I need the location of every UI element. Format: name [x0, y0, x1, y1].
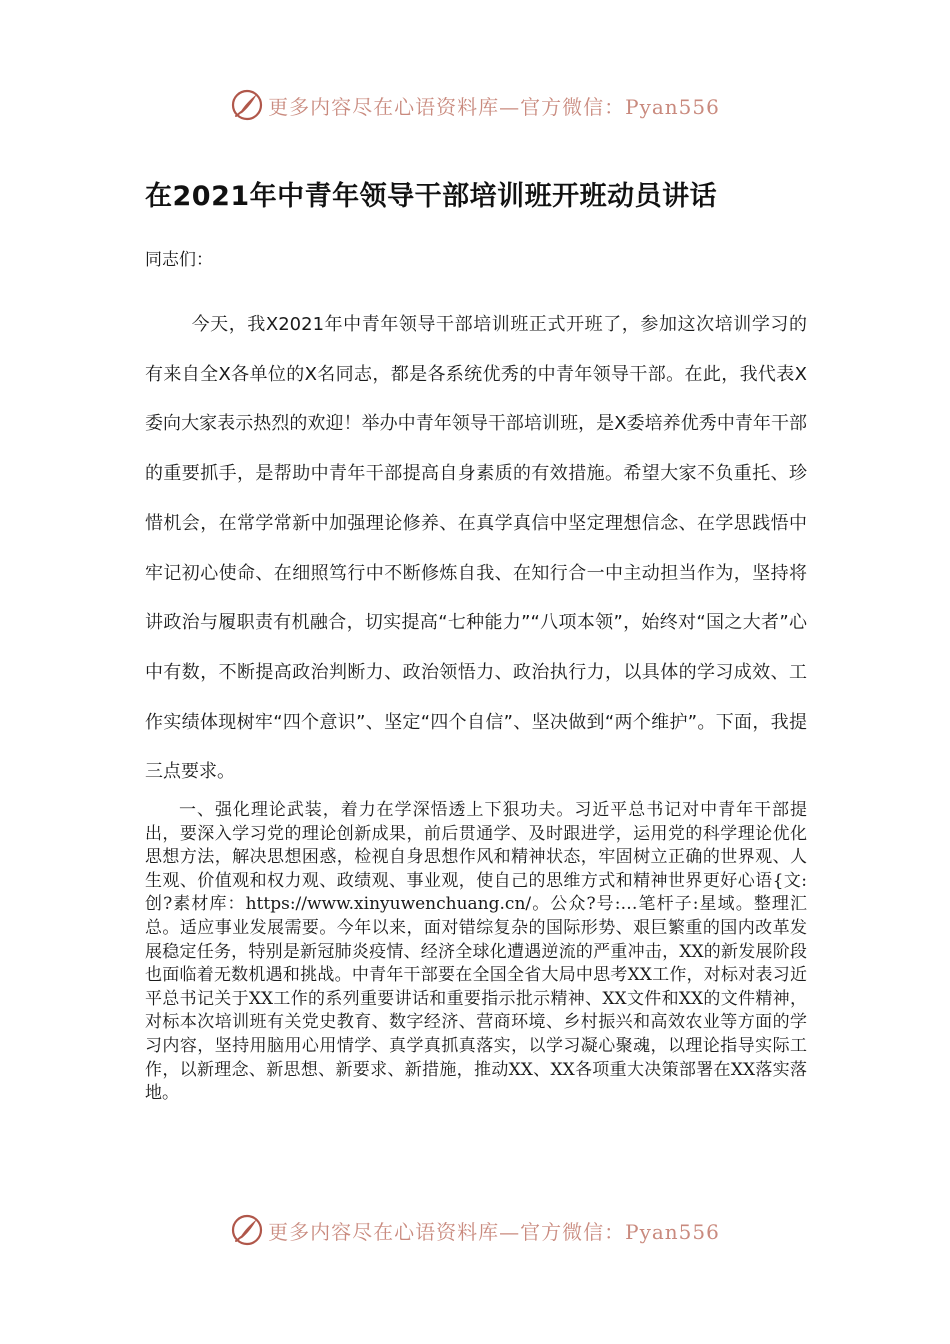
watermark-text: 更多内容尽在心语资料库—官方微信：Pyan556: [268, 1219, 720, 1244]
intro-paragraph-text: 今天，我X2021年中青年领导干部培训班正式开班了，参加这次培训学习的有来自全X各单位的X名同志，都是各系统优秀的中青年领导干部。在此，我代表X委向大家表示热烈的欢迎！举办中青年领导干部培训班，是X委培养优秀中青年干部的重要抓手，是帮助中青年干部提高自身素质的有效措施。希望大家不负重托、珍惜机会，在常学常新中加强理论修养、在真学真信中坚定理想信念、在学思践悟中牢记初心使命、在细照笃行中不断修炼自我、在知行合一中主动担当作为，坚持将讲政治与履职责有机融合，切实提高“七种能力”“八项本领”，始终对“国之大者”心中有数，不断提高政治判断力、政治领悟力、政治执行力，以具体的学习成效、工作实绩体现树牢“四个意识”、坚定“四个自信”、坚决做到“两个维护”。下面，我提三点要求。: [145, 314, 807, 783]
quill-pen-icon: [230, 88, 264, 122]
watermark-text: 更多内容尽在心语资料库—官方微信：Pyan556: [268, 94, 720, 119]
quill-pen-icon: [230, 1213, 264, 1247]
footer-watermark-banner: [0, 1210, 950, 1250]
document-title: 在2021年中青年领导干部培训班开班动员讲话: [145, 181, 718, 212]
salutation: 同志们：: [145, 250, 213, 270]
intro-paragraph: [145, 300, 807, 797]
section-one-paragraph: 一、强化理论武装，着力在学深悟透上下狠功夫。习近平总书记对中青年干部提出，要深入学习党的理论创新成果，前后贯通学、及时跟进学，运用党的科学理论优化思想方法，解决思想困惑，检视自身思想作风和精神状态，牢固树立正确的世界观、人生观、价值观和权力观、政绩观、事业观，使自己的思维方式和精神世界更好心语{文:创?素材库：https://www.xinyuwenchuang.cn/。公众?号:…笔杆子:星域。整理汇总。适应事业发展需要。今年以来，面对错综复杂的国际形势、艰巨繁重的国内改革发展稳定任务，特别是新冠肺炎疫情、经济全球化遭遇逆流的严重冲击，XX的新发展阶段也面临着无数机遇和挑战。中青年干部要在全国全省大局中思考XX工作，对标对表习近平总书记关于XX工作的系列重要讲话和重要指示批示精神、XX文件和XX的文件精神，对标本次培训班有关党史教育、数字经济、营商环境、乡村振兴和高效农业等方面的学习内容，坚持用脑用心用情学、真学真抓真落实，以学习凝心聚魂，以理论指导实际工作，以新理念、新思想、新要求、新措施，推动XX、XX各项重大决策部署在XX落实落地。: [145, 800, 807, 1104]
header-watermark-banner: [0, 85, 950, 125]
